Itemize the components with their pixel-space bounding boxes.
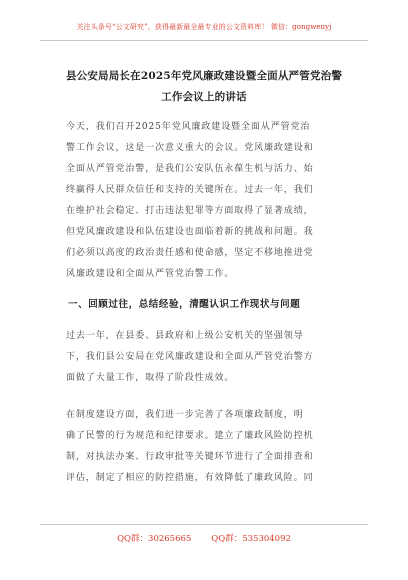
paragraph-line: 确了民警的行为规范和纪律要求。建立了廉政风险防控机: [66, 431, 314, 441]
footer-divider: [40, 524, 368, 525]
section-heading: 一、回顾过往，总结经验，清醒认识工作现状与问题: [68, 299, 301, 310]
paragraph-line: 终赢得人民群众信任和支持的关键所在。过去一年，我们: [66, 185, 314, 195]
paragraph-line: 面做了大量工作，取得了阶段性成效。: [66, 373, 235, 383]
paragraph-line: 但党风廉政建设和队伍建设也面临着新的挑战和问题。我: [66, 227, 314, 237]
qq-group-secondary: QQ群：535304092: [211, 534, 291, 544]
paragraph-line: 在维护社会稳定、打击违法犯罪等方面取得了显著成绩，: [66, 206, 314, 216]
intro-paragraph: [66, 117, 348, 285]
qq-group-primary: QQ群：30265665: [117, 534, 192, 544]
document-title: [50, 66, 358, 108]
paragraph-line: 过去一年，在县委、县政府和上级公安机关的坚强领导: [66, 331, 304, 341]
paragraph-line: 制，对执法办案、行政审批等关键环节进行了全面排查和: [66, 452, 314, 462]
document-title-line: 县公安局局长在2025年党风廉政建设暨全面从严管党治警: [65, 70, 343, 82]
paragraph-line: 风廉政建设和全面从严管党治警工作。: [66, 269, 235, 279]
paragraph-line: 在制度建设方面，我们进一步完善了各项廉政制度，明: [66, 410, 304, 420]
paragraph-line: 今天，我们召开2025年党风廉政建设暨全面从严管党治: [66, 122, 311, 132]
paragraph-line: 全面从严管党治警，是我们公安队伍永葆生机与活力、始: [66, 164, 314, 174]
review-paragraph: [66, 326, 348, 389]
document-title-line: 工作会议上的讲话: [161, 91, 247, 103]
header-banner: 关注头条号“公文研究”，获得最新最全最专业的公文资料库！ 微信：gongwenyj: [76, 23, 332, 31]
institution-paragraph: [66, 405, 348, 489]
paragraph-line: 评估，制定了相应的防控措施，有效降低了廉政风险。同: [66, 473, 314, 483]
paragraph-line: 警工作会议，这是一次意义重大的会议。党风廉政建设和: [66, 143, 314, 153]
paragraph-line: 们必须以高度的政治责任感和使命感，坚定不移地推进党: [66, 248, 314, 258]
header-divider: [40, 40, 368, 41]
footer-contacts: [40, 532, 368, 544]
paragraph-line: 下，我们县公安局在党风廉政建设和全面从严管党治警方: [66, 352, 314, 362]
